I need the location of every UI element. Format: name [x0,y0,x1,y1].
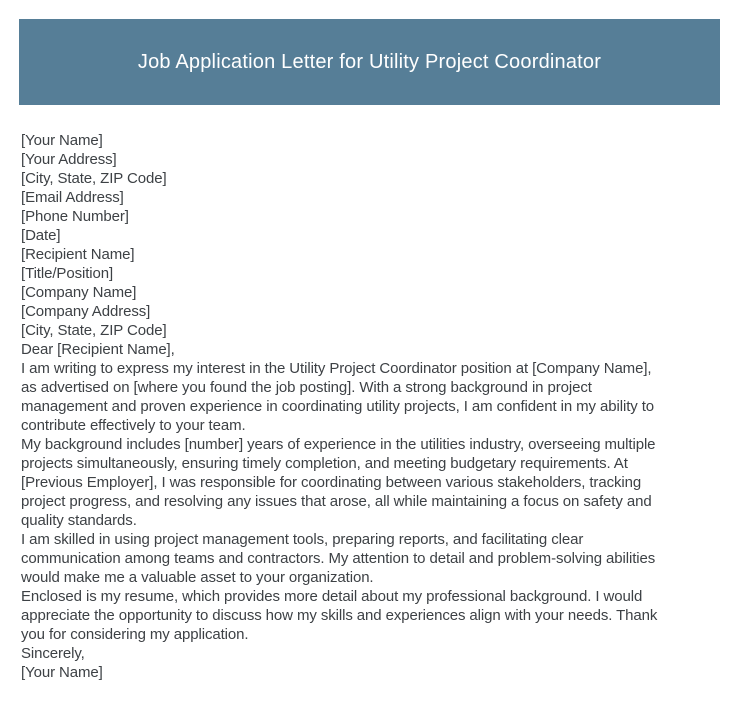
letter-line-company-address: [Company Address] [21,303,151,320]
letter-line-company-name: [Company Name] [21,284,137,301]
letter-line-paragraph1: I am writing to express my interest in the Utility Project Coordinator position at [Company Name], [21,360,652,377]
letter-line-paragraph2: quality standards. [21,512,137,529]
letter-body [21,131,723,682]
letter-line-paragraph2: [Previous Employer], I was responsible for coordinating between various stakeholders, tracking [21,474,642,491]
letter-line-phone: [Phone Number] [21,208,129,225]
page-title: Job Application Letter for Utility Project Coordinator [137,50,602,73]
letter-line-paragraph3: I am skilled in using project management tools, preparing reports, and facilitating clear [21,531,584,548]
letter-line-salutation: Dear [Recipient Name], [21,341,175,358]
letter-line-paragraph1: as advertised on [where you found the job posting]. With a strong background in project [21,379,592,396]
letter-line-your-address: [Your Address] [21,151,117,168]
letter-line-recipient-name: [Recipient Name] [21,246,135,263]
letter-line-paragraph2: projects simultaneously, ensuring timely completion, and meeting budgetary requirements. At [21,455,628,472]
letter-line-paragraph1: management and proven experience in coordinating utility projects, I am confident in my ability to [21,398,655,415]
letter-line-paragraph1: contribute effectively to your team. [21,417,246,434]
letter-line-paragraph3: would make me a valuable asset to your organization. [21,569,374,586]
letter-line-paragraph2: project progress, and resolving any issues that arose, all while maintaining a focus on safety and [21,493,652,510]
title-banner [19,19,720,105]
letter-line-date: [Date] [21,227,61,244]
letter-line-closing: Sincerely, [21,645,85,662]
letter-line-signature: [Your Name] [21,664,103,681]
letter-line-your-name: [Your Name] [21,132,103,149]
letter-line-paragraph2: My background includes [number] years of experience in the utilities industry, overseeing multiple [21,436,656,453]
letter-line-title-position: [Title/Position] [21,265,114,282]
letter-line-email: [Email Address] [21,189,124,206]
letter-line-paragraph4: Enclosed is my resume, which provides more detail about my professional background. I would [21,588,643,605]
letter-line-company-city-state-zip: [City, State, ZIP Code] [21,322,167,339]
letter-line-paragraph4: appreciate the opportunity to discuss how my skills and experiences align with your needs. Thank [21,607,658,624]
letter-line-city-state-zip: [City, State, ZIP Code] [21,170,167,187]
letter-line-paragraph3: communication among teams and contractors. My attention to detail and problem-solving abilities [21,550,656,567]
letter-line-paragraph4: you for considering my application. [21,626,249,643]
